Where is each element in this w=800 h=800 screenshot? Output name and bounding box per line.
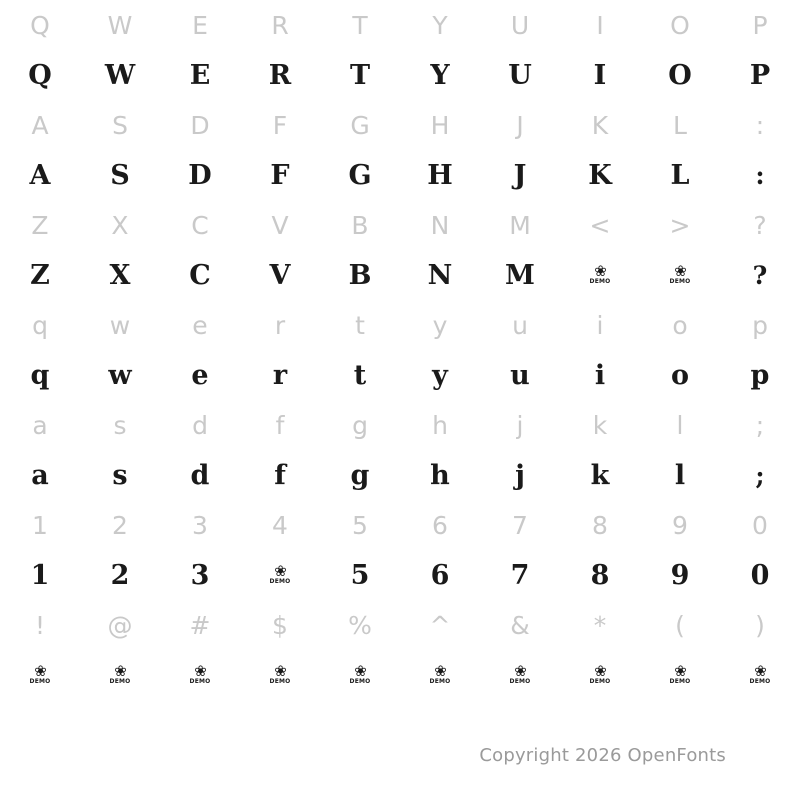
sample-glyph: p [750, 359, 770, 391]
reference-glyph: U [510, 10, 530, 40]
sample-glyph: X [109, 259, 131, 291]
reference-glyph: H [430, 110, 450, 140]
sample-glyph: u [510, 359, 530, 391]
sample-glyph: t [353, 359, 367, 391]
reference-glyph: t [355, 310, 365, 340]
sample-glyph: U [508, 59, 532, 91]
demo-label: DEMO [589, 678, 611, 686]
demo-flower-petals: ❀ [514, 661, 526, 680]
demo-glyph [560, 250, 640, 300]
demo-flower-icon [269, 561, 291, 586]
demo-flower-petals: ❀ [114, 661, 126, 680]
sample-glyph: q [30, 359, 50, 391]
reference-glyph: h [432, 410, 448, 440]
reference-glyph: X [111, 210, 129, 240]
sample-glyph: 0 [750, 559, 770, 591]
reference-glyph: V [271, 210, 289, 240]
demo-flower-icon [269, 661, 291, 686]
sample-glyph: : [755, 160, 765, 190]
sample-glyph: a [31, 459, 49, 491]
reference-glyph: S [112, 110, 128, 140]
demo-label: DEMO [349, 678, 371, 686]
demo-label: DEMO [269, 578, 291, 586]
demo-label: DEMO [109, 678, 131, 686]
reference-glyph: N [430, 210, 450, 240]
reference-glyph: ^ [429, 610, 451, 640]
demo-flower-petals: ❀ [194, 661, 206, 680]
sample-glyph: l [674, 459, 686, 491]
reference-glyph: D [190, 110, 210, 140]
sample-glyph: f [274, 459, 286, 491]
sample-glyph: 9 [670, 559, 690, 591]
demo-glyph [160, 650, 240, 700]
reference-glyph: a [32, 410, 48, 440]
demo-label: DEMO [589, 278, 611, 286]
sample-glyph: S [110, 159, 130, 191]
sample-glyph: o [670, 359, 689, 391]
demo-glyph [0, 650, 80, 700]
reference-glyph: $ [272, 610, 288, 640]
sample-glyph: K [588, 159, 612, 191]
demo-glyph [240, 550, 320, 600]
demo-flower-icon [29, 661, 51, 686]
sample-glyph: ; [755, 460, 765, 490]
demo-glyph [480, 650, 560, 700]
sample-glyph: 8 [590, 559, 610, 591]
reference-glyph: g [352, 410, 368, 440]
reference-glyph: C [191, 210, 209, 240]
reference-glyph: Z [31, 210, 49, 240]
demo-flower-icon [429, 661, 451, 686]
sample-glyph: 7 [510, 559, 530, 591]
sample-glyph: ? [752, 260, 768, 290]
sample-glyph: Z [30, 259, 50, 291]
sample-glyph: F [270, 159, 290, 191]
sample-glyph: M [505, 259, 535, 291]
sample-glyph: D [188, 159, 212, 191]
copyright-text: Copyright 2026 OpenFonts [479, 745, 726, 766]
demo-glyph [640, 650, 720, 700]
sample-glyph: 3 [190, 559, 210, 591]
reference-glyph: 3 [192, 510, 208, 540]
demo-flower-petals: ❀ [434, 661, 446, 680]
demo-flower-icon [749, 661, 771, 686]
reference-glyph: ; [755, 410, 765, 440]
reference-glyph: Q [30, 10, 50, 40]
demo-flower-icon [509, 661, 531, 686]
sample-glyph: L [670, 159, 690, 191]
sample-glyph: s [112, 459, 128, 491]
demo-label: DEMO [749, 678, 771, 686]
sample-glyph: y [432, 359, 448, 391]
demo-label: DEMO [509, 678, 531, 686]
demo-glyph [240, 650, 320, 700]
reference-glyph: s [113, 410, 127, 440]
reference-glyph: 7 [512, 510, 528, 540]
reference-glyph: % [348, 610, 372, 640]
sample-glyph: I [593, 59, 607, 91]
sample-glyph: 6 [430, 559, 450, 591]
demo-label: DEMO [669, 278, 691, 286]
demo-flower-icon [189, 661, 211, 686]
demo-label: DEMO [29, 678, 51, 686]
sample-glyph: J [513, 159, 527, 191]
reference-glyph: 5 [352, 510, 368, 540]
reference-glyph: @ [107, 610, 133, 640]
demo-flower-petals: ❀ [594, 261, 606, 280]
demo-flower-icon [669, 261, 691, 286]
demo-flower-petals: ❀ [674, 661, 686, 680]
sample-glyph: R [268, 59, 292, 91]
reference-glyph: P [752, 10, 768, 40]
reference-glyph: ! [34, 610, 46, 640]
sample-glyph: N [427, 259, 453, 291]
sample-glyph: 1 [30, 559, 50, 591]
reference-glyph: > [669, 210, 691, 240]
reference-glyph: W [107, 10, 133, 40]
sample-glyph: O [668, 59, 692, 91]
reference-glyph: & [510, 610, 530, 640]
reference-glyph: u [512, 310, 528, 340]
demo-label: DEMO [669, 678, 691, 686]
reference-glyph: E [192, 10, 208, 40]
reference-glyph: 1 [32, 510, 48, 540]
reference-glyph: M [509, 210, 531, 240]
reference-glyph: y [432, 310, 448, 340]
reference-glyph: # [189, 610, 211, 640]
sample-glyph: Q [28, 59, 52, 91]
demo-flower-petals: ❀ [274, 661, 286, 680]
reference-glyph: T [352, 10, 368, 40]
demo-label: DEMO [429, 678, 451, 686]
demo-flower-petals: ❀ [594, 661, 606, 680]
sample-glyph: P [749, 59, 771, 91]
sample-glyph: V [269, 259, 291, 291]
reference-glyph: * [593, 610, 607, 640]
demo-flower-petals: ❀ [354, 661, 366, 680]
reference-glyph: i [596, 310, 604, 340]
sample-glyph: B [348, 259, 372, 291]
demo-label: DEMO [269, 678, 291, 686]
demo-flower-petals: ❀ [274, 561, 286, 580]
demo-flower-icon [669, 661, 691, 686]
reference-glyph: A [31, 110, 49, 140]
sample-glyph: C [189, 259, 211, 291]
sample-glyph: w [108, 359, 132, 391]
reference-glyph: e [192, 310, 208, 340]
reference-glyph: L [673, 110, 687, 140]
demo-flower-petals: ❀ [674, 261, 686, 280]
footer [0, 745, 800, 766]
sample-glyph: k [590, 459, 610, 491]
demo-flower-icon [349, 661, 371, 686]
sample-glyph: A [29, 159, 51, 191]
sample-glyph: G [348, 159, 372, 191]
demo-glyph [640, 250, 720, 300]
reference-glyph: R [271, 10, 289, 40]
sample-glyph: 5 [350, 559, 370, 591]
reference-glyph: 8 [592, 510, 608, 540]
reference-glyph: I [596, 10, 604, 40]
reference-glyph: J [516, 110, 524, 140]
sample-glyph: Y [430, 59, 450, 91]
demo-flower-icon [589, 261, 611, 286]
demo-flower-petals: ❀ [754, 661, 766, 680]
sample-glyph: i [594, 359, 606, 391]
reference-glyph: K [591, 110, 609, 140]
reference-glyph: q [32, 310, 48, 340]
sample-glyph: T [349, 59, 371, 91]
demo-glyph [80, 650, 160, 700]
demo-glyph [720, 650, 800, 700]
reference-glyph: p [752, 310, 768, 340]
reference-glyph: B [351, 210, 369, 240]
sample-glyph: 2 [110, 559, 130, 591]
demo-glyph [320, 650, 400, 700]
reference-glyph: k [592, 410, 608, 440]
sample-glyph: j [515, 459, 525, 491]
reference-glyph: r [274, 310, 286, 340]
demo-flower-icon [589, 661, 611, 686]
reference-glyph: 0 [752, 510, 768, 540]
sample-glyph: g [350, 459, 370, 491]
demo-flower-icon [109, 661, 131, 686]
demo-label: DEMO [189, 678, 211, 686]
sample-glyph: E [189, 59, 211, 91]
reference-glyph: l [676, 410, 684, 440]
reference-glyph: 4 [272, 510, 288, 540]
reference-glyph: 6 [432, 510, 448, 540]
sample-glyph: H [427, 159, 453, 191]
reference-glyph: Y [432, 10, 448, 40]
sample-glyph: r [272, 359, 288, 391]
reference-glyph: F [272, 110, 288, 140]
reference-glyph: ) [755, 610, 765, 640]
reference-glyph: 9 [672, 510, 688, 540]
reference-glyph: 2 [112, 510, 128, 540]
reference-glyph: f [275, 410, 285, 440]
reference-glyph: ( [675, 610, 685, 640]
reference-glyph: < [589, 210, 611, 240]
reference-glyph: w [109, 310, 131, 340]
reference-glyph: o [672, 310, 688, 340]
sample-glyph: e [191, 359, 209, 391]
demo-flower-petals: ❀ [34, 661, 46, 680]
reference-glyph: O [670, 10, 690, 40]
sample-glyph: d [190, 459, 210, 491]
demo-glyph [560, 650, 640, 700]
sample-glyph: h [430, 459, 450, 491]
reference-glyph: ? [753, 210, 767, 240]
sample-glyph: W [104, 59, 136, 91]
reference-glyph: G [350, 110, 370, 140]
demo-glyph [400, 650, 480, 700]
reference-glyph: j [516, 410, 524, 440]
reference-glyph: d [192, 410, 208, 440]
reference-glyph: : [755, 110, 765, 140]
